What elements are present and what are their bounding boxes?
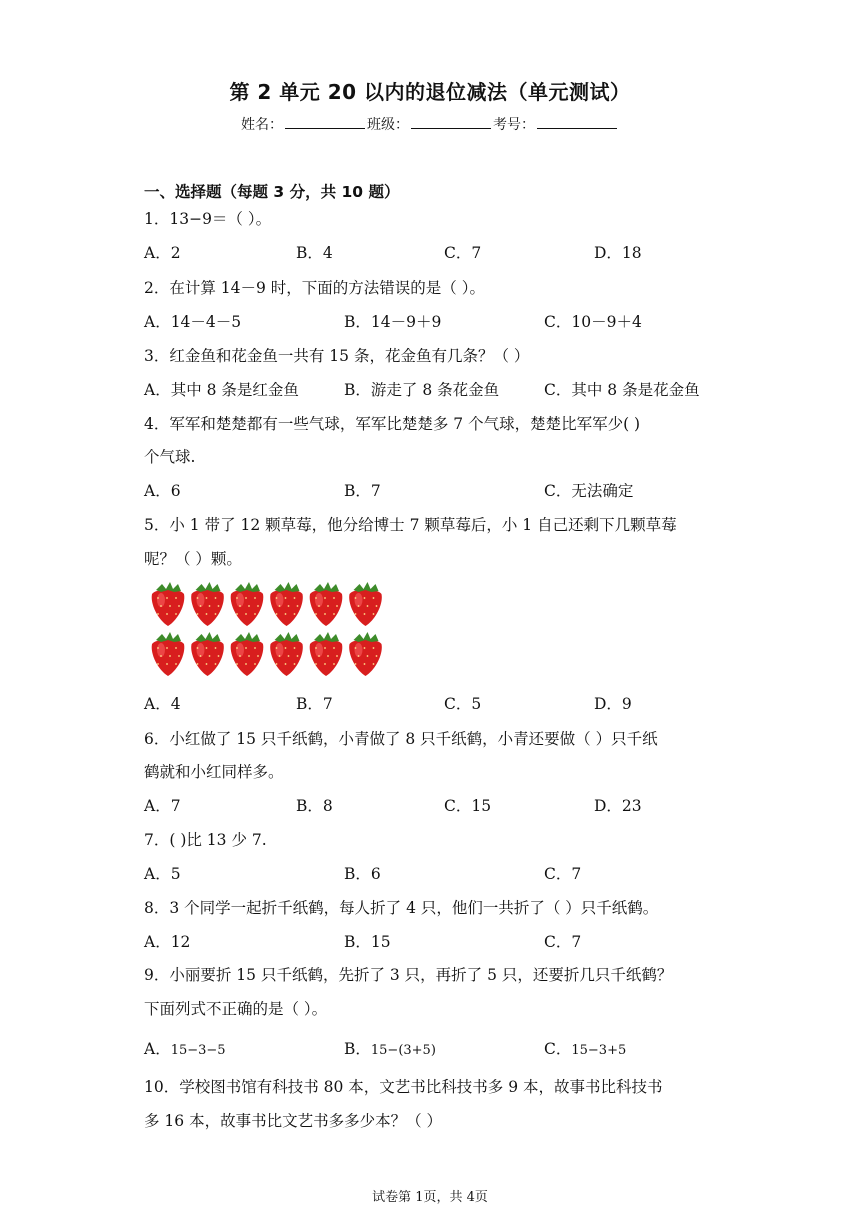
strawberry xyxy=(191,582,224,626)
q8-stem: 8．3 个同学一起折千纸鹤，每人折了 4 只，他们一共折了（ ）只千纸鹤。 xyxy=(144,899,659,917)
q3-option-b[interactable]: B．游走了 8 条花金鱼 xyxy=(344,381,500,399)
q6-option-b[interactable]: B．8 xyxy=(296,797,333,815)
q9-stem-line1: 9．小丽要折 15 只千纸鹤，先折了 3 只，再折了 5 只，还要折几只千纸鹤？ xyxy=(144,966,673,984)
q7-option-a[interactable]: A．5 xyxy=(144,865,181,883)
q7-stem: 7．( )比 13 少 7. xyxy=(144,831,267,849)
strawberry xyxy=(270,582,303,626)
strawberry xyxy=(270,632,303,676)
q9-stem-line2: 下面列式不正确的是（ ）。 xyxy=(144,1000,328,1018)
q5-stem-line1: 5．小 1 带了 12 颗草莓，他分给博士 7 颗草莓后，小 1 自己还剩下几颗草莓 xyxy=(144,516,677,534)
q4-stem-line1: 4．军军和楚楚都有一些气球，军军比楚楚多 7 个气球，楚楚比军军少( ) xyxy=(144,415,641,433)
strawberry xyxy=(152,632,185,676)
section-heading: 一、选择题（每题 3 分，共 10 题） xyxy=(144,183,400,201)
strawberry xyxy=(152,582,185,626)
q6-option-d[interactable]: D．23 xyxy=(594,797,642,815)
q6-option-a[interactable]: A．7 xyxy=(144,797,181,815)
q5-option-a[interactable]: A．4 xyxy=(144,695,181,713)
q4-stem-line2: 个气球. xyxy=(144,448,196,466)
q8-option-c[interactable]: C．7 xyxy=(544,933,582,951)
q1-option-b[interactable]: B．4 xyxy=(296,244,333,262)
q2-option-a[interactable]: A．14－4－5 xyxy=(144,313,242,331)
q5-option-b[interactable]: B．7 xyxy=(296,695,333,713)
q7-option-b[interactable]: B．6 xyxy=(344,865,381,883)
class-label: 班级： xyxy=(367,117,409,133)
name-label: 姓名： xyxy=(241,117,283,133)
strawberry xyxy=(191,632,224,676)
class-blank[interactable] xyxy=(411,114,491,129)
strawberry xyxy=(231,582,264,626)
q3-option-a[interactable]: A．其中 8 条是红金鱼 xyxy=(144,381,299,399)
strawberries-image xyxy=(146,578,390,680)
q9-option-c-label: C． xyxy=(544,1040,572,1058)
q9-option-c-expr: 15−3+5 xyxy=(571,1043,627,1058)
q9-option-b-expr: 15−(3+5) xyxy=(370,1043,436,1058)
q10-stem-line1: 10．学校图书馆有科技书 80 本，文艺书比科技书多 9 本，故事书比科技书 xyxy=(144,1078,663,1096)
strawberry xyxy=(310,632,343,676)
q9-option-c[interactable] xyxy=(544,1037,626,1059)
q1-option-a[interactable]: A．2 xyxy=(144,244,181,262)
page-title: 第 2 单元 20 以内的退位减法（单元测试） xyxy=(229,80,631,104)
id-label: 考号： xyxy=(493,117,535,133)
page-footer: 试卷第 1页，共 4页 xyxy=(372,1190,488,1205)
id-blank[interactable] xyxy=(537,114,617,129)
strawberry xyxy=(231,632,264,676)
q8-option-b[interactable]: B．15 xyxy=(344,933,391,951)
q1-stem: 1．13−9＝（ ）。 xyxy=(144,210,272,228)
q9-option-b[interactable] xyxy=(344,1037,436,1059)
q8-option-a[interactable]: A．12 xyxy=(144,933,191,951)
q4-option-a[interactable]: A．6 xyxy=(144,482,181,500)
student-info-line xyxy=(0,114,860,134)
q5-option-d[interactable]: D．9 xyxy=(594,695,632,713)
q3-stem: 3．红金鱼和花金鱼一共有 15 条，花金鱼有几条？（ ） xyxy=(144,347,530,365)
name-blank[interactable] xyxy=(285,114,365,129)
q9-option-a-expr: 15−3−5 xyxy=(170,1043,226,1058)
q7-option-c[interactable]: C．7 xyxy=(544,865,582,883)
q6-option-c[interactable]: C．15 xyxy=(444,797,492,815)
strawberry xyxy=(310,582,343,626)
q6-stem-line2: 鹤就和小红同样多。 xyxy=(144,763,284,781)
strawberry xyxy=(349,632,382,676)
q9-option-a-label: A． xyxy=(144,1040,171,1058)
q6-stem-line1: 6．小红做了 15 只千纸鹤，小青做了 8 只千纸鹤，小青还要做（ ）只千纸 xyxy=(144,730,658,748)
q9-option-a[interactable] xyxy=(144,1037,226,1059)
q2-stem: 2．在计算 14－9 时，下面的方法错误的是（ ）。 xyxy=(144,279,485,297)
q9-option-b-label: B． xyxy=(344,1040,371,1058)
strawberry xyxy=(349,582,382,626)
strawberries-svg xyxy=(146,578,390,680)
q3-option-c[interactable]: C．其中 8 条是花金鱼 xyxy=(544,381,700,399)
q1-option-c[interactable]: C．7 xyxy=(444,244,482,262)
q5-option-c[interactable]: C．5 xyxy=(444,695,482,713)
q4-option-b[interactable]: B．7 xyxy=(344,482,381,500)
q2-option-b[interactable]: B．14－9＋9 xyxy=(344,313,442,331)
q1-option-d[interactable]: D．18 xyxy=(594,244,642,262)
q4-option-c[interactable]: C．无法确定 xyxy=(544,482,634,500)
q10-stem-line2: 多 16 本，故事书比文艺书多多少本？（ ） xyxy=(144,1112,443,1130)
q2-option-c[interactable]: C．10－9＋4 xyxy=(544,313,642,331)
q5-stem-line2: 呢？（ ）颗。 xyxy=(144,550,242,568)
